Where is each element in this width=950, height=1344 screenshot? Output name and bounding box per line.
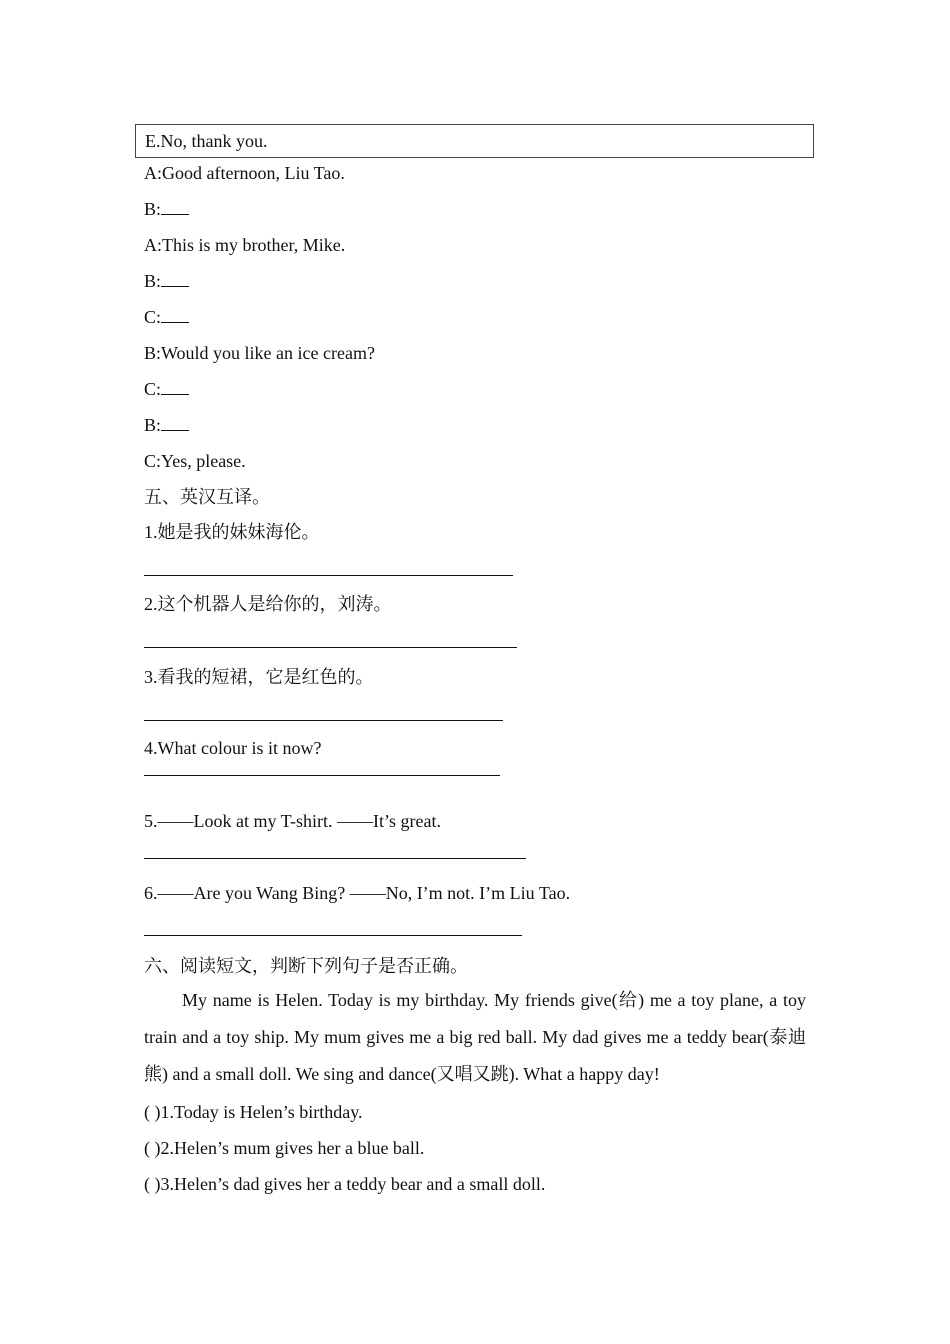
- dialogue-line-3: A:This is my brother, Mike.: [144, 235, 346, 255]
- answer-blank[interactable]: [161, 380, 189, 395]
- answer-line[interactable]: [144, 720, 503, 721]
- answer-line[interactable]: [144, 575, 513, 576]
- judge-question-3: ( )3.Helen’s dad gives her a teddy bear and a small doll.: [144, 1174, 546, 1194]
- option-box: [135, 124, 814, 158]
- dialogue-line-9: C:Yes, please.: [144, 451, 246, 471]
- dialogue-line-6: B:Would you like an ice cream?: [144, 343, 375, 363]
- answer-line[interactable]: [144, 858, 526, 859]
- translate-item-4: 4.What colour is it now?: [144, 738, 322, 758]
- dialogue-line-2: B:: [144, 198, 189, 220]
- judge-question-2: ( )2.Helen’s mum gives her a blue ball.: [144, 1138, 425, 1158]
- translate-item-6: 6.——Are you Wang Bing? ——No, I’m not. I’m Liu Tao.: [144, 883, 571, 903]
- section5-heading: 五、英汉互译。: [144, 487, 270, 507]
- dialogue-line-7: C:: [144, 378, 189, 400]
- dialogue-line-4: B:: [144, 270, 189, 292]
- judge-question-1: ( )1.Today is Helen’s birthday.: [144, 1102, 363, 1122]
- answer-line[interactable]: [144, 935, 522, 936]
- answer-blank[interactable]: [161, 272, 189, 287]
- section6-heading: 六、阅读短文，判断下列句子是否正确。: [144, 956, 468, 976]
- answer-blank[interactable]: [161, 308, 189, 323]
- answer-line[interactable]: [144, 775, 500, 776]
- answer-blank[interactable]: [161, 200, 189, 215]
- dialogue-line-5: C:: [144, 306, 189, 328]
- option-e: E.No, thank you.: [145, 131, 268, 151]
- translate-item-5: 5.——Look at my T-shirt. ——It’s great.: [144, 811, 441, 831]
- translate-item-3: 3.看我的短裙，它是红色的。: [144, 667, 374, 687]
- answer-line[interactable]: [144, 647, 517, 648]
- dialogue-line-1: A:Good afternoon, Liu Tao.: [144, 163, 345, 183]
- translate-item-1: 1.她是我的妹妹海伦。: [144, 522, 320, 542]
- translate-item-2: 2.这个机器人是给你的，刘涛。: [144, 594, 392, 614]
- reading-passage: My name is Helen. Today is my birthday. My friends give(给) me a toy plane, a toy train and a toy ship. My mum gives me a big red ball. My dad gives me a teddy bear(泰迪熊) and a small doll. We sing and dance(又唱又跳). What a happy day!: [144, 990, 806, 1084]
- answer-blank[interactable]: [161, 416, 189, 431]
- dialogue-line-8: B:: [144, 414, 189, 436]
